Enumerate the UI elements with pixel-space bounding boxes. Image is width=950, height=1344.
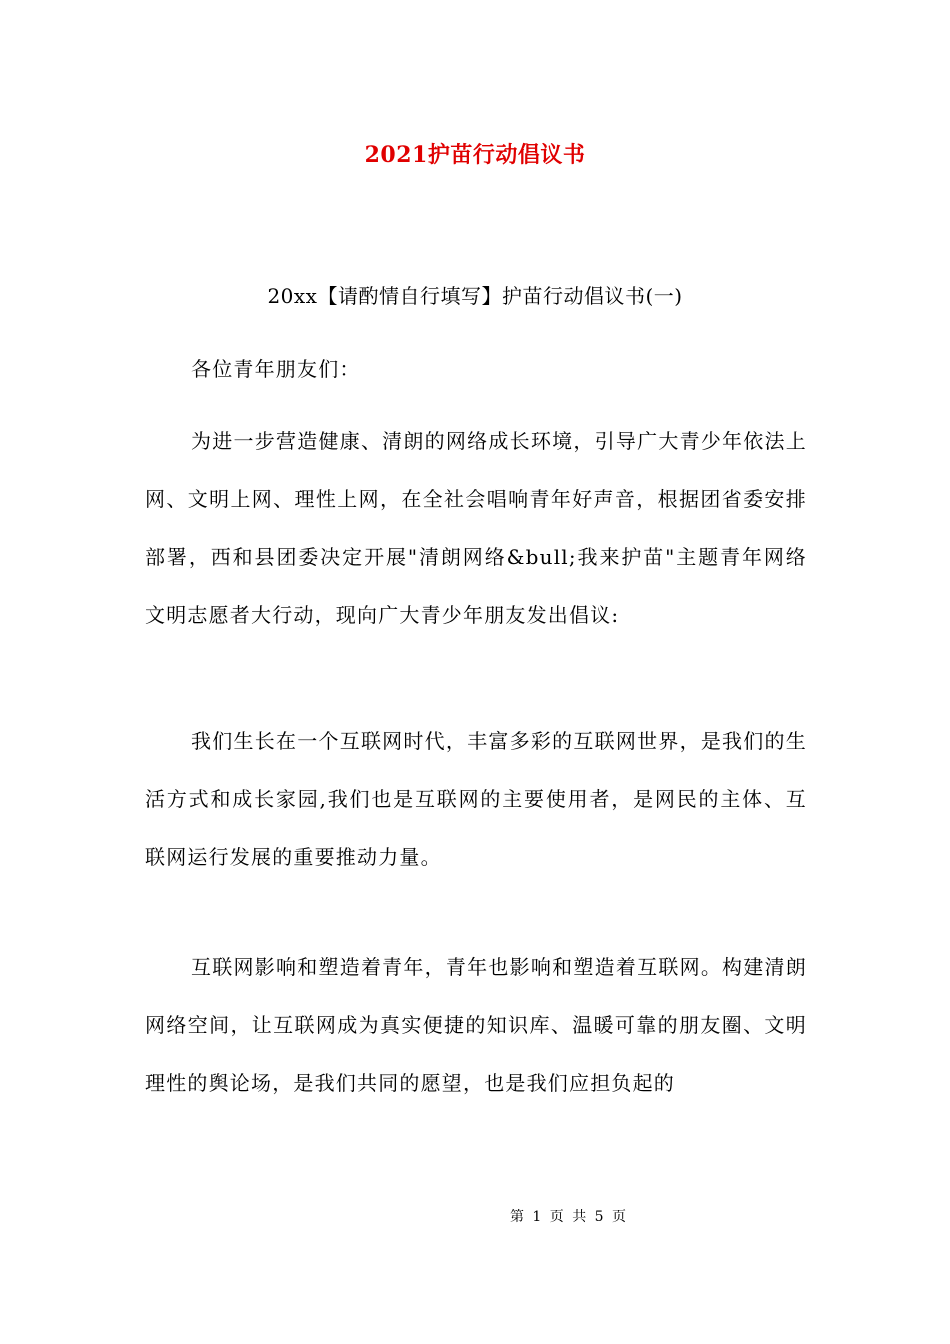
paragraph-3: 互联网影响和塑造着青年，青年也影响和塑造着互联网。构建清朗网络空间，让互联网成为真实便捷的知识库、温暖可靠的朋友圈、文明理性的舆论场，是我们共同的愿望，也是我们应担负起的 — [145, 955, 807, 1095]
salutation: 各位青年朋友们： — [191, 357, 361, 381]
document-title: 2021护苗行动倡议书 — [364, 142, 586, 168]
paragraph-1: 为进一步营造健康、清朗的网络成长环境，引导广大青少年依法上网、文明上网、理性上网，在全社会唱响青年好声音，根据团省委安排部署，西和县团委决定开展"清朗网络&bull;我来护苗"主题青年网络文明志愿者大行动，现向广大青少年朋友发出倡议: — [145, 429, 807, 627]
page-footer: 第 1 页 共 5 页 — [509, 1209, 627, 1225]
paragraph-2: 我们生长在一个互联网时代，丰富多彩的互联网世界，是我们的生活方式和成长家园,我们也是互联网的主要使用者，是网民的主体、互联网运行发展的重要推动力量。 — [145, 729, 807, 869]
document-subtitle: 20xx【请酌情自行填写】护苗行动倡议书(一) — [267, 284, 683, 308]
